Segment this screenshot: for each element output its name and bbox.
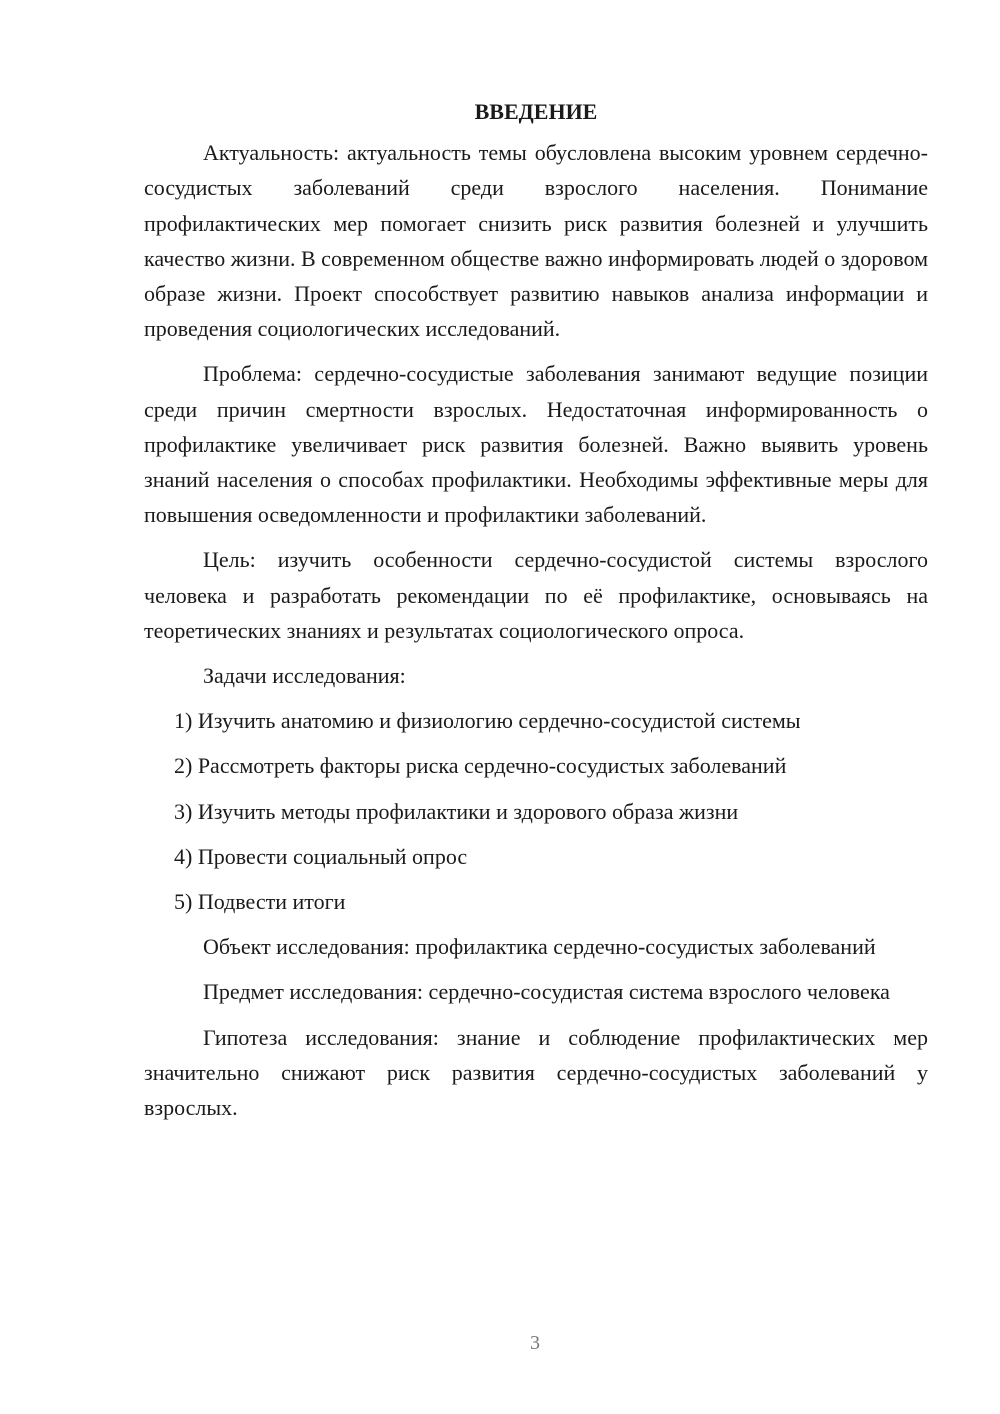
task-item: 5) Подвести итоги (174, 889, 346, 915)
page-title: ВВЕДЕНИЕ (474, 99, 598, 124)
hypothesis-paragraph: Гипотеза исследования: знание и соблюдение профилактических мер значительно снижают риск развития сердечно-сосудистых заболеваний у взрослых. (144, 1024, 928, 1121)
object-paragraph: Объект исследования: профилактика сердечно-сосудистых заболеваний (203, 934, 876, 960)
tasks-list (144, 703, 928, 919)
relevance-paragraph: Актуальность: актуальность темы обусловлена высоким уровнем сердечно-сосудистых заболеваний среди взрослого населения. Понимание профилактических мер помогает снизить риск развития болезней и улучшить качество жизни. В современном обществе важно информировать людей о здоровом образе жизни. Проект способствует развитию навыков анализа информации и проведения социологических исследований. (144, 140, 928, 342)
task-item: 3) Изучить методы профилактики и здорового образа жизни (174, 798, 739, 824)
task-item: 2) Рассмотреть факторы риска сердечно-сосудистых заболеваний (174, 753, 787, 779)
page-content (144, 94, 928, 1135)
problem-paragraph: Проблема: сердечно-сосудистые заболевания занимают ведущие позиции среди причин смертности взрослых. Недостаточная информированность о профилактике увеличивает риск развития болезней. Важно выявить уровень знаний населения о способах профилактики. Необходимы эффективные меры для повышения осведомленности и профилактики заболеваний. (144, 361, 928, 528)
page-number: 3 (530, 1332, 540, 1354)
task-item: 1) Изучить анатомию и физиологию сердечно-сосудистой системы (174, 708, 801, 734)
subject-paragraph: Предмет исследования: сердечно-сосудистая система взрослого человека (203, 979, 890, 1005)
tasks-heading: Задачи исследования: (203, 663, 406, 689)
task-item: 4) Провести социальный опрос (174, 843, 468, 869)
goal-paragraph: Цель: изучить особенности сердечно-сосудистой системы взрослого человека и разработать рекомендации по её профилактике, основываясь на теоретических знаниях и результатах социологического опроса. (144, 547, 928, 643)
